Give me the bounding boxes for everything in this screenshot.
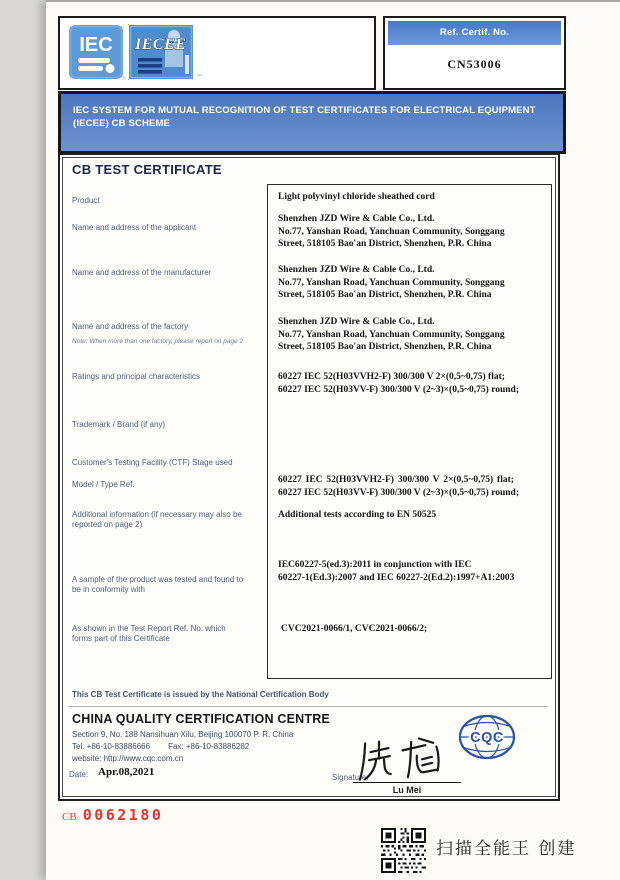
org-contact: [72, 742, 267, 751]
value-ratings: [278, 371, 546, 396]
label-report: As shown in the Test Report Ref. No. which forms part of this Certificate: [72, 624, 226, 643]
org-tel: Tel. +86-10-83886666: [72, 742, 151, 751]
label-factory-note: Note: When more than one factory, please report on page 2: [72, 338, 244, 345]
iecee-logo-text: IECEE: [135, 36, 187, 53]
model-line-1: 60227 IEC 52(H03VVH2-F) 300/300 V 2×(0,5~0,75) flat;: [278, 475, 514, 485]
factory-name: Shenzhen JZD Wire & Cable Co., Ltd.: [278, 317, 435, 327]
label-model: Model / Type Ref.: [72, 480, 135, 489]
label-trademark: Trademark / Brand (if any): [72, 420, 166, 429]
value-manufacturer: [278, 264, 546, 302]
value-report: CVC2021-0066/1, CVC2021-0066/2;: [281, 624, 428, 634]
footer-divider: [68, 706, 548, 707]
label-ratings: Ratings and principal characteristics: [72, 372, 201, 381]
issued-statement: This CB Test Certificate is issued by the National Certification Body: [72, 690, 329, 699]
applicant-name: Shenzhen JZD Wire & Cable Co., Ltd.: [278, 214, 435, 224]
signature-line: [353, 782, 461, 783]
conformity-line-1: IEC60227-5(ed.3):2011 in conjunction with IEC: [278, 560, 472, 570]
cb-serial-number: 0062180: [82, 806, 164, 824]
date-label: Date:: [69, 770, 89, 779]
scheme-banner: IEC SYSTEM FOR MUTUAL RECOGNITION OF TEST CERTIFICATES FOR ELECTRICAL EQUIPMENT (IECEE) CB SCHEME: [58, 91, 566, 154]
signature-name: Lu Mei: [392, 785, 422, 795]
ref-certif-box: [383, 16, 566, 90]
value-conformity: [278, 559, 546, 584]
label-ctf: Customer's Testing Facility (CTF) Stage used: [72, 458, 233, 467]
scan-app-watermark: 扫描全能王 创建: [436, 839, 577, 859]
cb-serial-prefix: CB: [62, 811, 77, 823]
manufacturer-name: Shenzhen JZD Wire & Cable Co., Ltd.: [278, 265, 435, 275]
label-product: Product: [72, 196, 100, 205]
applicant-address-2: Street, 518105 Bao'an District, Shenzhen, P.R. China: [278, 239, 492, 249]
certificate-title: CB TEST CERTIFICATE: [72, 162, 222, 177]
ratings-line-2: 60227 IEC 52(H03VV-F) 300/300 V (2~3)×(0,5~0,75) round;: [278, 384, 520, 395]
value-box: [267, 184, 552, 679]
header-logo-box: [58, 16, 376, 90]
manufacturer-address-2: Street, 518105 Bao'an District, Shenzhen, P.R. China: [278, 290, 492, 300]
label-applicant: Name and address of the applicant: [72, 223, 197, 232]
trademark-mark: ™: [196, 74, 202, 80]
signature-handwriting: [353, 734, 467, 784]
factory-address-1: No.77, Yanshan Road, Yanchuan Community, Songgang: [278, 329, 505, 340]
cqc-logo-icon: [458, 713, 516, 761]
label-manufacturer: Name and address of the manufacturer: [72, 268, 212, 277]
cqc-logo-text: CQC: [470, 730, 504, 746]
conformity-line-2: 60227-1(Ed.3):2007 and IEC 60227-2(Ed.2):1997+A1:2003: [278, 572, 515, 583]
iecee-logo-icon: [129, 25, 193, 79]
iec-logo-text: IEC: [79, 34, 113, 56]
ref-certif-label: Ref. Certif. No.: [388, 21, 561, 45]
manufacturer-address-1: No.77, Yanshan Road, Yanchuan Community, Songgang: [278, 277, 505, 288]
ratings-line-1: 60227 IEC 52(H03VVH2-F) 300/300 V 2×(0,5~0,75) flat;: [278, 372, 505, 382]
label-conformity: A sample of the product was tested and found to be in conformity with: [72, 575, 244, 594]
factory-address-2: Street, 518105 Bao'an District, Shenzhen, P.R. China: [278, 342, 492, 352]
signature-label: Signature:: [332, 773, 369, 782]
label-factory: Name and address of the factory: [72, 322, 189, 331]
iec-logo-icon: [69, 25, 123, 79]
cb-serial-stamp: [62, 806, 163, 825]
qr-code-icon: [381, 828, 426, 873]
model-line-2: 60227 IEC 52(H03VV-F) 300/300 V (2~3)×(0,5~0,75) round;: [278, 487, 520, 498]
registered-mark: ®: [122, 76, 126, 82]
value-model: [278, 474, 546, 499]
value-applicant: [278, 213, 546, 251]
org-name: CHINA QUALITY CERTIFICATION CENTRE: [72, 712, 330, 726]
certificate-frame: [58, 153, 560, 801]
value-additional: Additional tests according to EN 50525: [278, 510, 437, 520]
ref-certif-number: CN53006: [447, 57, 502, 71]
value-factory: [278, 316, 546, 354]
org-website: website: http://www.cqc.com.cn: [72, 754, 184, 763]
org-address: Section 9, No. 188 Nansihuan Xilu, Beijing 100070 P. R. China: [72, 730, 294, 739]
date-value: Apr.08,2021: [98, 766, 155, 778]
value-product: Light polyvinyl chloride sheathed cord: [278, 192, 435, 202]
org-fax: Fax: +86-10-83886282: [168, 742, 250, 751]
applicant-address-1: No.77, Yanshan Road, Yanchuan Community, Songgang: [278, 226, 505, 237]
label-additional: Additional information (if necessary may also be reported on page 2): [72, 510, 242, 529]
